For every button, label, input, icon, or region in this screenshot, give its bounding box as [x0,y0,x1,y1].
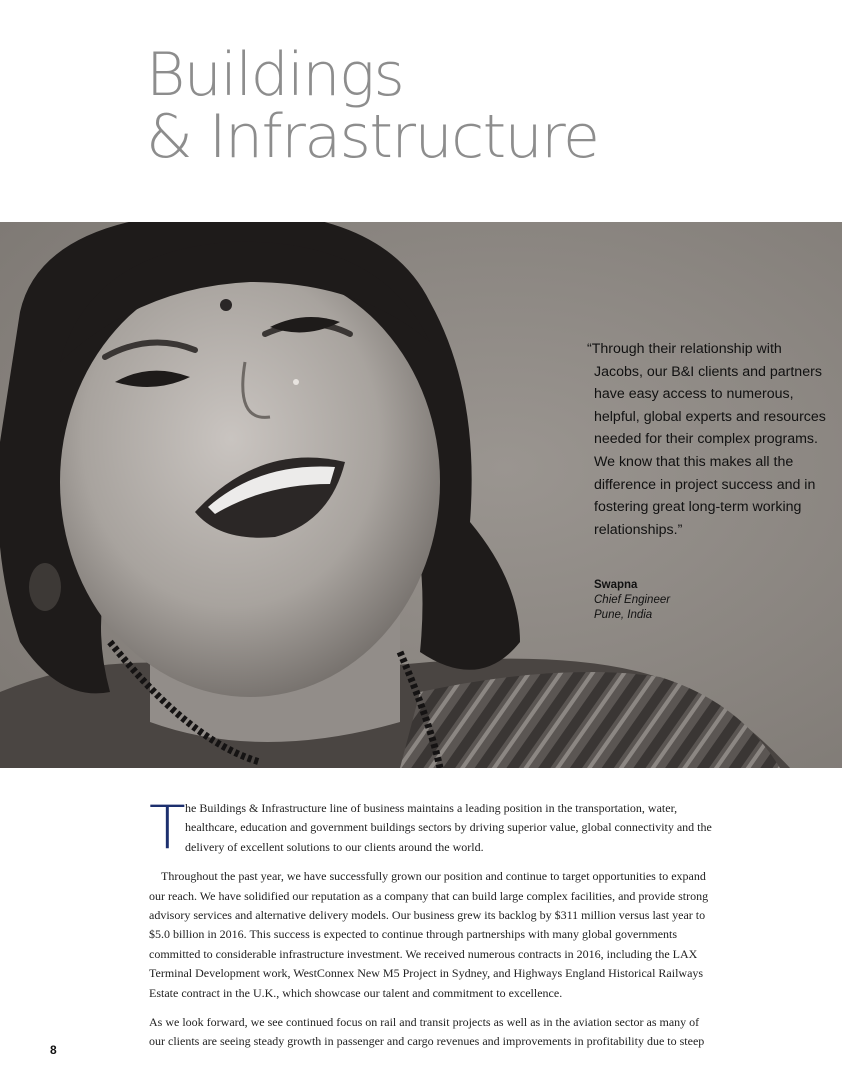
title-line-2: & Infrastructure [146,102,599,172]
lead-paragraph-block [149,793,714,863]
quote-role: Chief Engineer [594,594,671,606]
body-text [149,793,714,1062]
quote-name: Swapna [594,579,638,591]
title-line-1: Buildings [146,40,404,110]
quote-location: Pune, India [594,609,653,621]
page-title [146,40,599,172]
quote-text: “Through their relationship with Jacobs, our B&I clients and partners have easy access to numerous, helpful, global experts and resources needed for their complex programs. We know that this makes all the difference in project success and in fostering great long-term working relationships.” [587,341,826,538]
paragraph-2: Throughout the past year, we have successfully grown our position and continue to target opportunities to expand our reach. We have solidified our reputation as a company that can build large complex facilities, and provide strong advisory services and alternative delivery models. Our business grew its backlog by $311 million versus last year to $5.0 billion in 2016. This success is expected to continue through partnerships with many global governments committed to considerable infrastructure investment. We received numerous contracts in 2016, including the LAX Terminal Development work, WestConnex New M5 Project in Sydney, and Highways England Historical Railways Estate contract in the U.K., which showcase our talent and commitment to excellence. [149,869,709,1000]
page-number: 8 [50,1043,57,1057]
quote-attribution [594,578,670,623]
pull-quote [587,338,827,541]
drop-cap: T [149,793,186,863]
paragraph-1: he Buildings & Infrastructure line of business maintains a leading position in the transportation, water, healthcare, education and government buildings sectors by driving superior value, global connectivity and the delivery of excellent solutions to our clients around the world. [185,801,712,854]
paragraph-3: As we look forward, we see continued focus on rail and transit projects as well as in the aviation sector as many of our clients are seeing steady growth in passenger and cargo revenues and improvements in profitability due to steep [149,1015,705,1049]
